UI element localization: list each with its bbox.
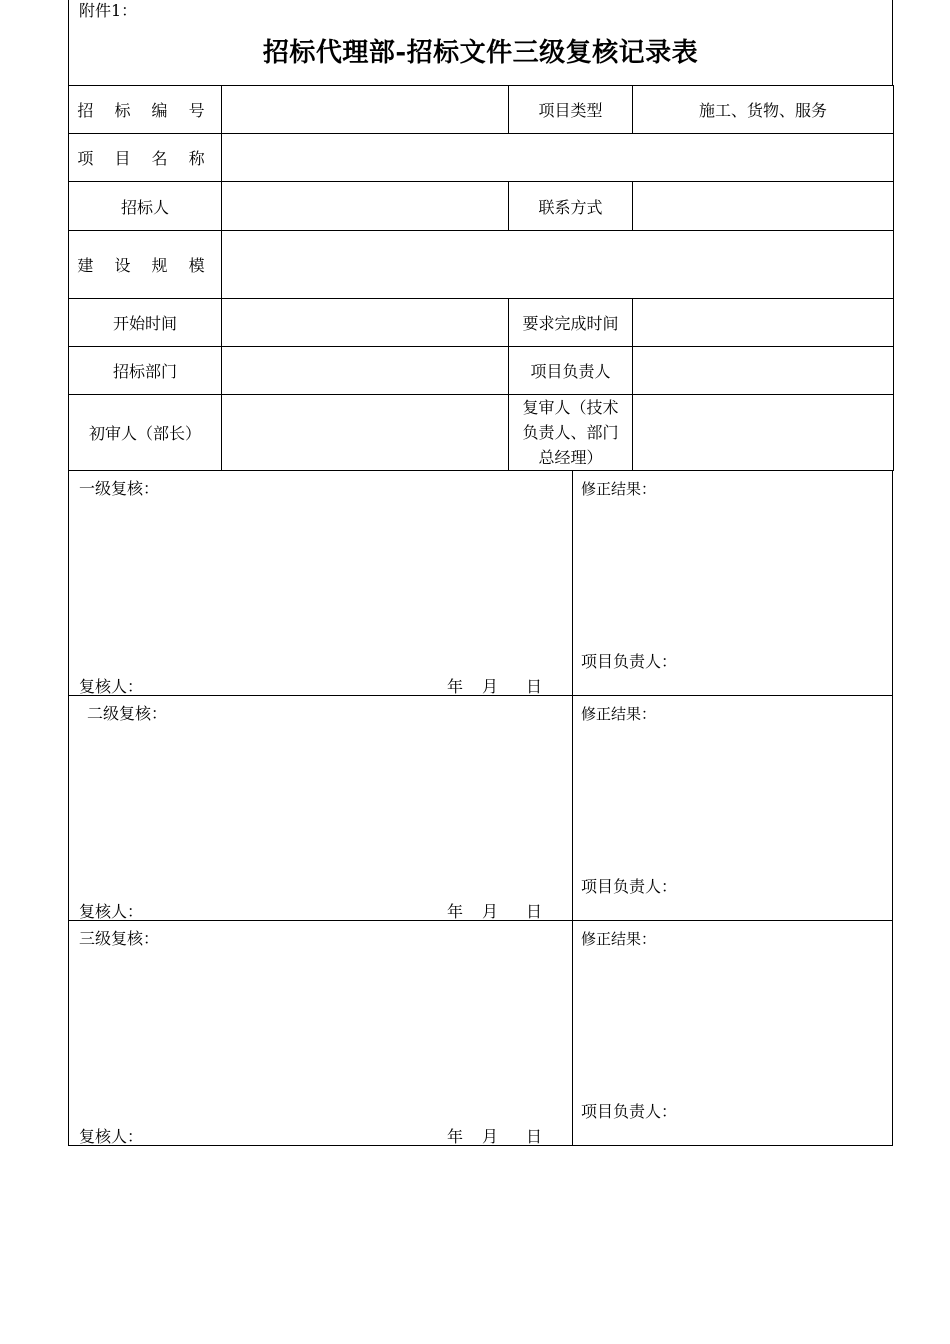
reviewer-sign-label: 复核人： — [79, 902, 144, 921]
correction-label: 修正结果： — [581, 705, 657, 723]
department-label: 招标部门 — [69, 347, 222, 395]
contact-field[interactable] — [633, 182, 894, 231]
review-title: 三级复核： — [79, 929, 160, 948]
project-info-table — [68, 85, 894, 471]
start-time-label: 开始时间 — [69, 299, 222, 347]
second-reviewer-label — [509, 395, 633, 471]
tenderer-label: 招标人 — [69, 182, 222, 231]
contact-label: 联系方式 — [509, 182, 633, 231]
first-reviewer-field[interactable] — [222, 395, 509, 471]
review-section-level-1 — [68, 471, 893, 696]
review-title: 一级复核： — [79, 479, 160, 498]
date-year-label: 年 — [447, 1127, 464, 1146]
column-divider — [572, 696, 573, 920]
project-name-label: 项 目 名 称 — [69, 134, 222, 182]
date-month-label: 月 — [482, 677, 499, 696]
date-day-label: 日 — [526, 902, 543, 921]
table-row — [69, 134, 894, 182]
second-reviewer-line: 负责人、部门 — [522, 423, 619, 442]
reviewer-sign-label: 复核人： — [79, 1127, 144, 1146]
review-record-form — [68, 0, 893, 1146]
project-manager-sign-label: 项目负责人： — [581, 1102, 678, 1121]
project-manager-sign-label: 项目负责人： — [581, 652, 678, 671]
table-row — [69, 182, 894, 231]
second-reviewer-line: 复审人（技术 — [522, 398, 619, 417]
second-reviewer-line: 总经理） — [538, 448, 603, 467]
first-reviewer-label: 初审人（部长） — [69, 395, 222, 471]
deadline-label: 要求完成时间 — [509, 299, 633, 347]
scale-label: 建 设 规 模 — [69, 231, 222, 299]
start-time-field[interactable] — [222, 299, 509, 347]
table-row — [69, 347, 894, 395]
department-field[interactable] — [222, 347, 509, 395]
date-month-label: 月 — [482, 902, 499, 921]
scale-field[interactable] — [222, 231, 894, 299]
column-divider — [572, 471, 573, 695]
date-year-label: 年 — [447, 677, 464, 696]
review-title: 二级复核： — [87, 704, 168, 723]
second-reviewer-field[interactable] — [633, 395, 894, 471]
project-manager-label: 项目负责人 — [509, 347, 633, 395]
attachment-label: 附件1： — [79, 1, 138, 20]
review-section-level-3 — [68, 921, 893, 1146]
deadline-field[interactable] — [633, 299, 894, 347]
table-row — [69, 299, 894, 347]
table-row — [69, 86, 894, 134]
correction-label: 修正结果： — [581, 930, 657, 948]
project-name-field[interactable] — [222, 134, 894, 182]
page-title: 招标代理部-招标文件三级复核记录表 — [262, 38, 699, 68]
project-type-value[interactable]: 施工、货物、服务 — [633, 86, 894, 134]
column-divider — [572, 921, 573, 1145]
project-manager-sign-label: 项目负责人： — [581, 877, 678, 896]
table-row — [69, 395, 894, 471]
tenderer-field[interactable] — [222, 182, 509, 231]
date-year-label: 年 — [447, 902, 464, 921]
table-row — [69, 231, 894, 299]
project-type-label: 项目类型 — [509, 86, 633, 134]
tender-no-field[interactable] — [222, 86, 509, 134]
date-month-label: 月 — [482, 1127, 499, 1146]
date-day-label: 日 — [526, 677, 543, 696]
reviewer-sign-label: 复核人： — [79, 677, 144, 696]
correction-label: 修正结果： — [581, 480, 657, 498]
tender-no-label: 招 标 编 号 — [69, 86, 222, 134]
project-manager-field[interactable] — [633, 347, 894, 395]
form-header — [68, 0, 893, 85]
review-section-level-2 — [68, 696, 893, 921]
date-day-label: 日 — [526, 1127, 543, 1146]
